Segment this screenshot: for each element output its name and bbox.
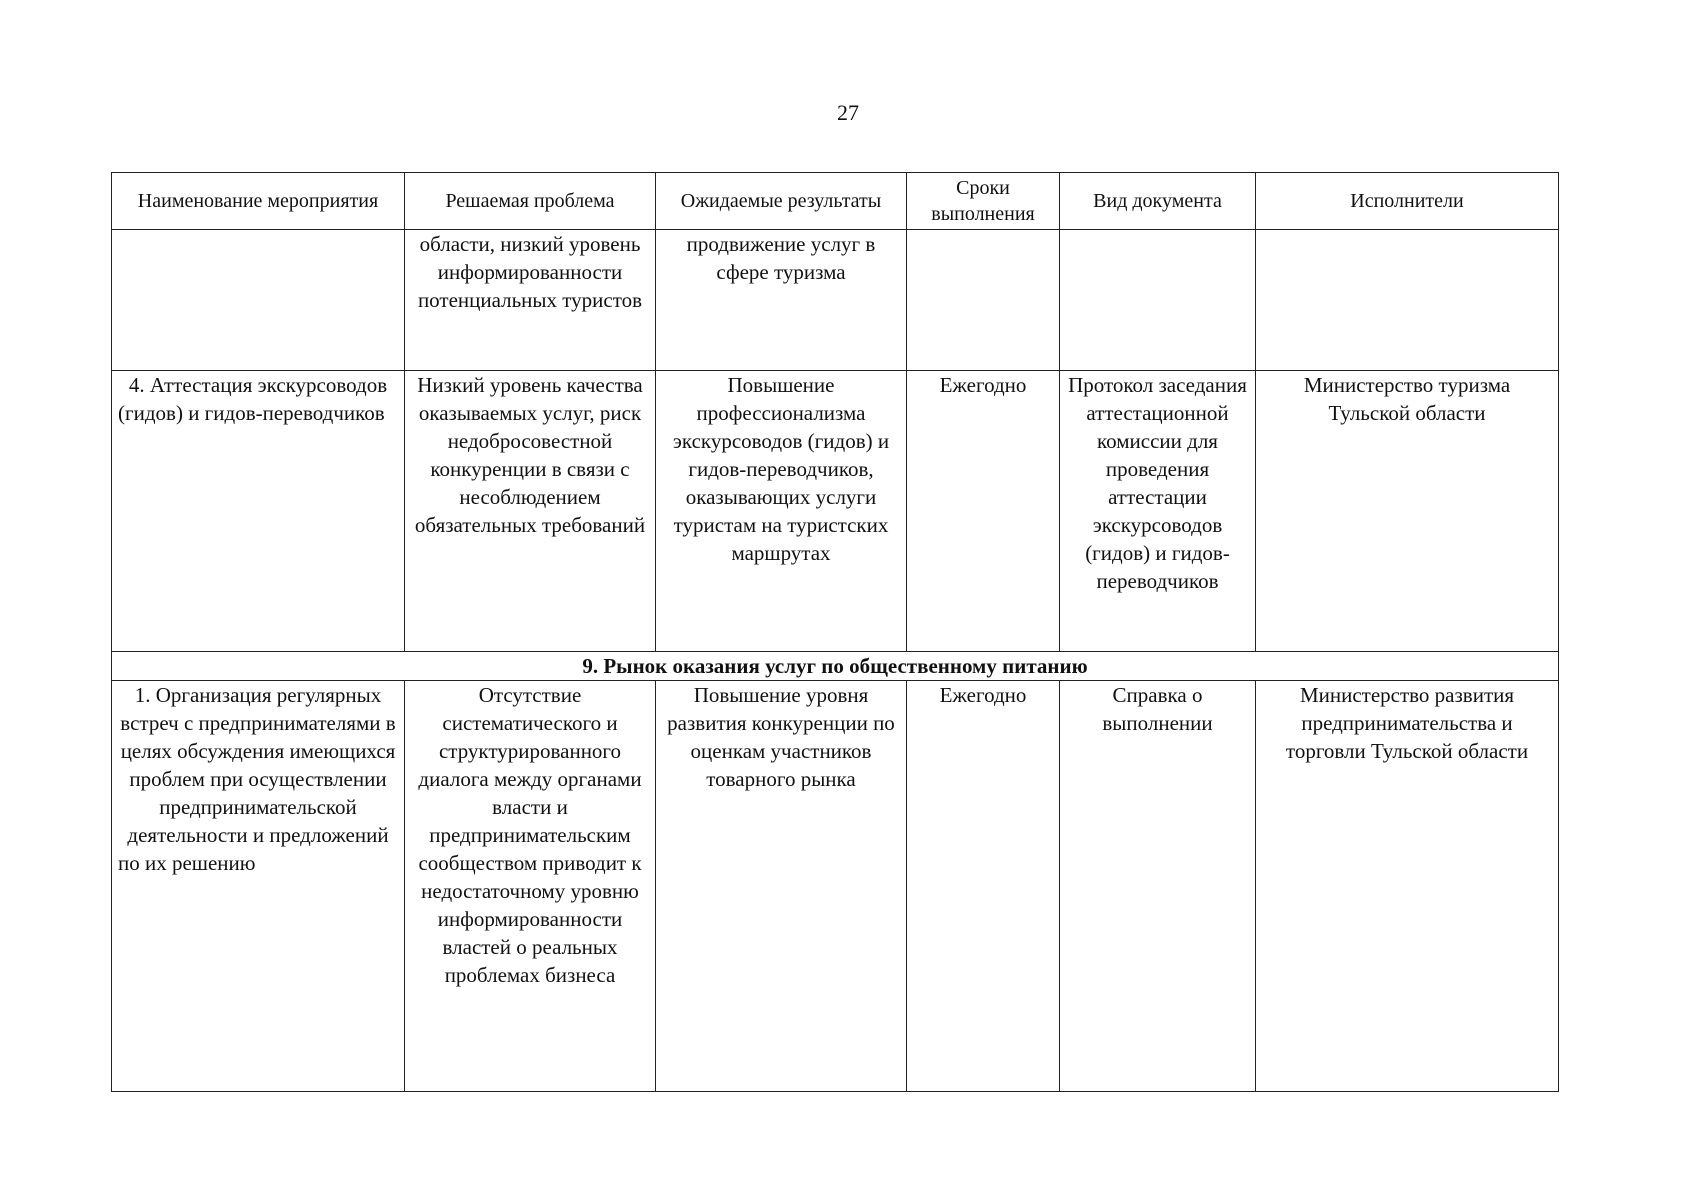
- header-term: Сроки выполнения: [907, 173, 1060, 230]
- cell-document: Протокол заседания аттестационной комиссии для проведения аттестации экскурсоводов (гидов) и гидов-переводчиков: [1060, 371, 1256, 652]
- cell-measure-name: 1. Организация регулярных встреч с предпринимателями в целях обсуждения имеющихся проблем при осуществлении предпринимательской деятельности и предложений по их решению: [112, 681, 405, 1092]
- cell-term: Ежегодно: [907, 371, 1060, 652]
- cell-term: [907, 230, 1060, 371]
- cell-results: продвижение услуг в сфере туризма: [656, 230, 907, 371]
- cell-document: Справка о выполнении: [1060, 681, 1256, 1092]
- cell-results: Повышение уровня развития конкуренции по оценкам участников товарного рынка: [656, 681, 907, 1092]
- cell-problem: области, низкий уровень информированности потенциальных туристов: [405, 230, 656, 371]
- header-executors: Исполнители: [1256, 173, 1559, 230]
- table-row: [112, 371, 1559, 652]
- cell-term: Ежегодно: [907, 681, 1060, 1092]
- cell-problem: Низкий уровень качества оказываемых услуг, риск недобросовестной конкуренции в связи с несоблюдением обязательных требований: [405, 371, 656, 652]
- cell-measure-name: 4. Аттестация экскурсоводов (гидов) и гидов-переводчиков: [112, 371, 405, 652]
- measures-table: [111, 172, 1559, 1092]
- header-measure-name: Наименование мероприятия: [112, 173, 405, 230]
- header-document: Вид документа: [1060, 173, 1256, 230]
- section-row: [112, 652, 1559, 681]
- cell-measure-name: [112, 230, 405, 371]
- table-row: [112, 230, 1559, 371]
- cell-results: Повышение профессионализма экскурсоводов (гидов) и гидов-переводчиков, оказывающих услуги туристам на туристских маршрутах: [656, 371, 907, 652]
- section-title: 9. Рынок оказания услуг по общественному питанию: [112, 652, 1559, 681]
- page-number: 27: [837, 100, 859, 125]
- table-row: [112, 681, 1559, 1092]
- cell-executors: Министерство туризма Тульской области: [1256, 371, 1559, 652]
- cell-document: [1060, 230, 1256, 371]
- cell-problem: Отсутствие систематического и структурированного диалога между органами власти и предпринимательским сообществом приводит к недостаточному уровню информированности властей о реальных проблемах бизнеса: [405, 681, 656, 1092]
- header-problem: Решаемая проблема: [405, 173, 656, 230]
- cell-executors: Министерство развития предпринимательства и торговли Тульской области: [1256, 681, 1559, 1092]
- header-results: Ожидаемые результаты: [656, 173, 907, 230]
- cell-executors: [1256, 230, 1559, 371]
- table-header-row: [112, 173, 1559, 230]
